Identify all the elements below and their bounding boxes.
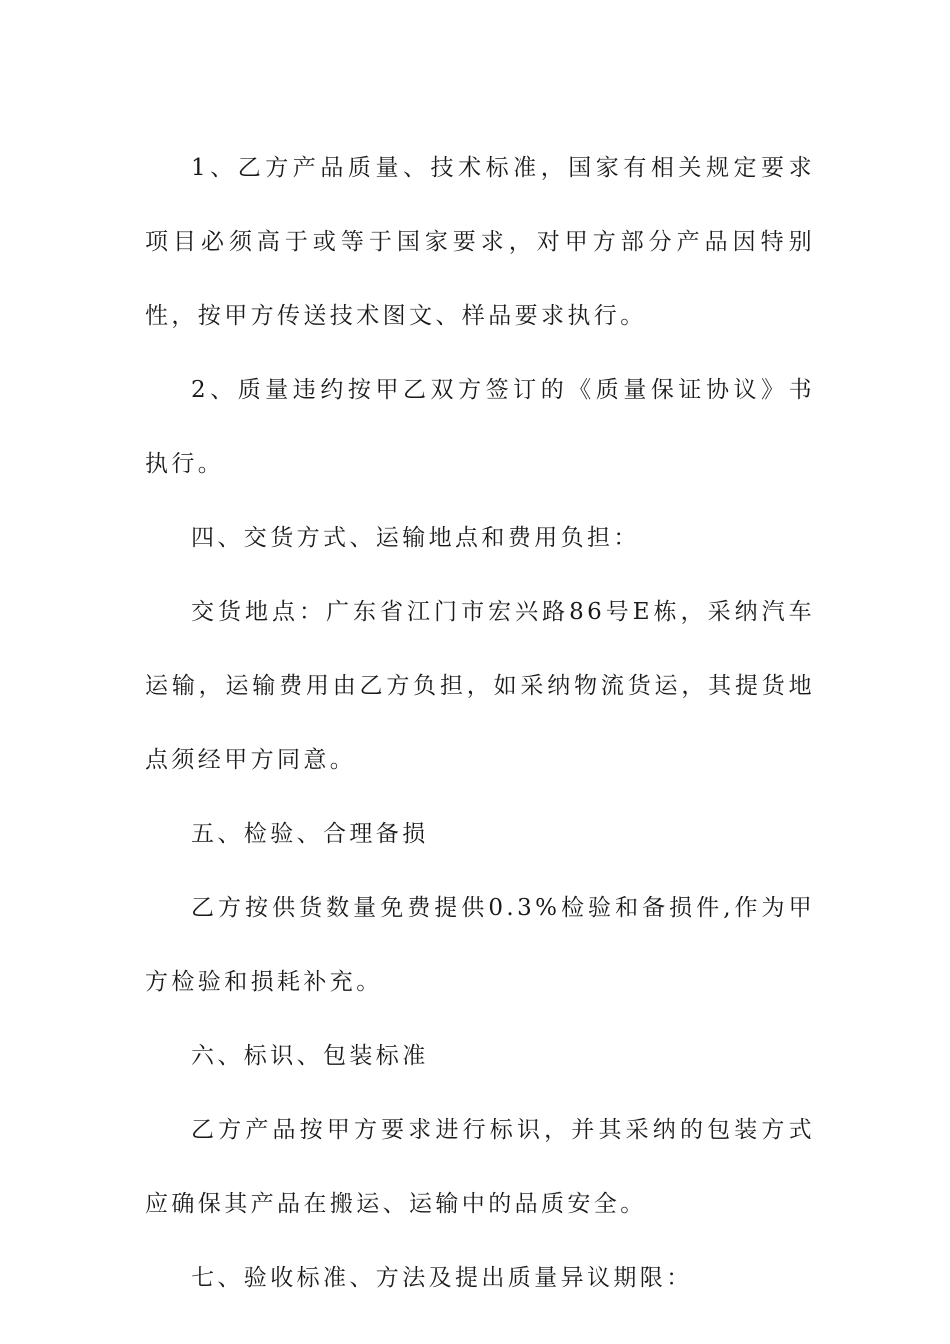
paragraph-delivery-location: 交货地点：广东省江门市宏兴路86号E栋，采纳汽车运输，运输费用由乙方负担，如采纳物流货运，其提货地点须经甲方同意。 (145, 599, 815, 773)
paragraph-inspection-spares: 乙方按供货数量免费提供0.3%检验和备损件,作为甲方检验和损耗补充。 (145, 895, 815, 995)
document-body (145, 131, 815, 1315)
section-heading-acceptance: 七、验收标准、方法及提出质量异议期限： (191, 1265, 693, 1291)
paragraph-labeling-packaging: 乙方产品按甲方要求进行标识，并其采纳的包装方式应确保其产品在搬运、运输中的品质安全。 (145, 1117, 815, 1217)
section-heading-inspection: 五、检验、合理备损 (191, 821, 429, 847)
section-heading-delivery: 四、交货方式、运输地点和费用负担： (191, 525, 640, 551)
paragraph-quality-breach: 2、质量违约按甲乙双方签订的《质量保证协议》书执行。 (145, 377, 815, 477)
paragraph-quality-standard: 1、乙方产品质量、技术标准，国家有相关规定要求项目必须高于或等于国家要求，对甲方部分产品因特别性，按甲方传送技术图文、样品要求执行。 (145, 155, 815, 329)
section-heading-labeling: 六、标识、包装标准 (191, 1043, 429, 1069)
